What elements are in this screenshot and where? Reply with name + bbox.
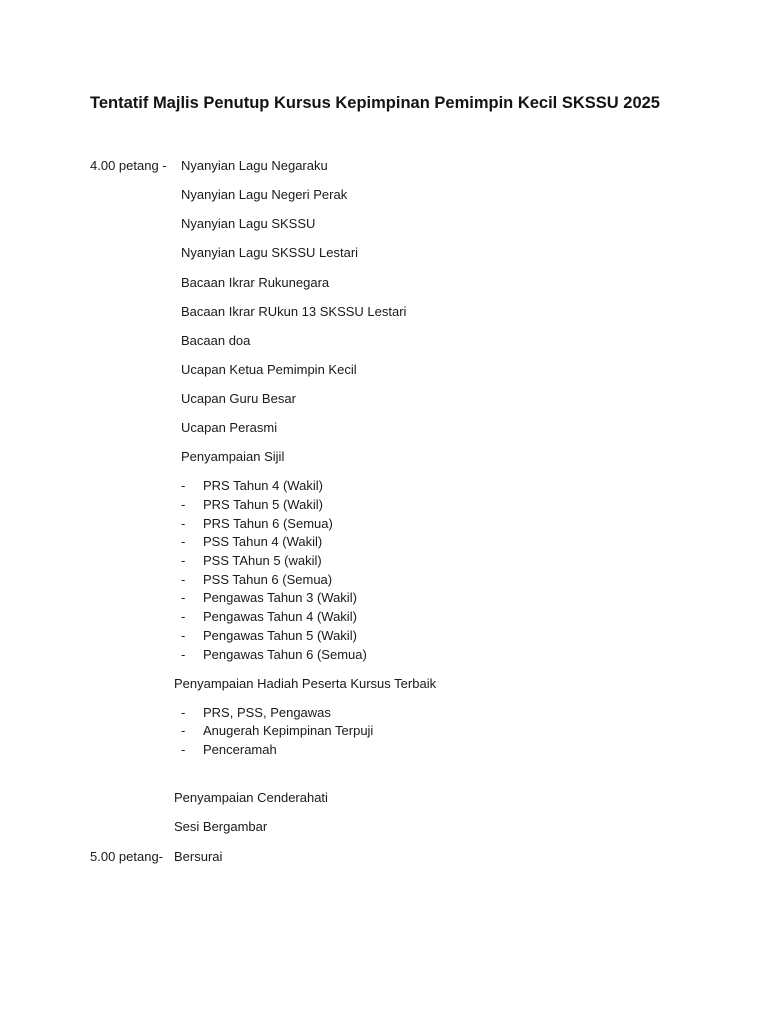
bersurai-item: Bersurai — [174, 849, 223, 864]
list-bullet: - — [181, 723, 186, 738]
list-bullet: - — [181, 628, 186, 643]
sijil-item: PSS Tahun 6 (Semua) — [203, 572, 333, 587]
list-bullet: - — [181, 497, 186, 512]
list-bullet: - — [181, 609, 186, 624]
program-item: Bacaan Ikrar RUkun 13 SKSSU Lestari — [181, 304, 407, 319]
hadiah-item: Penceramah — [203, 742, 277, 757]
cenderahati-item: Penyampaian Cenderahati — [174, 790, 328, 805]
program-item: Ucapan Guru Besar — [181, 391, 296, 406]
sijil-item: Pengawas Tahun 6 (Semua) — [203, 647, 367, 662]
sijil-item: PRS Tahun 6 (Semua) — [203, 516, 333, 531]
list-bullet: - — [181, 742, 186, 757]
list-bullet: - — [181, 590, 186, 605]
hadiah-item: PRS, PSS, Pengawas — [203, 705, 331, 720]
hadiah-heading: Penyampaian Hadiah Peserta Kursus Terbaik — [174, 676, 437, 691]
time-end: 5.00 petang- — [90, 849, 164, 864]
sijil-item: PRS Tahun 4 (Wakil) — [203, 478, 323, 493]
sijil-item: Pengawas Tahun 5 (Wakil) — [203, 628, 357, 643]
hadiah-item: Anugerah Kepimpinan Terpuji — [203, 723, 374, 738]
program-item: Nyanyian Lagu SKSSU — [181, 216, 316, 231]
program-item: Bacaan doa — [181, 333, 251, 348]
program-item: Ucapan Perasmi — [181, 420, 278, 435]
list-bullet: - — [181, 553, 186, 568]
list-bullet: - — [181, 534, 186, 549]
list-bullet: - — [181, 478, 186, 493]
sijil-item: PRS Tahun 5 (Wakil) — [203, 497, 323, 512]
list-bullet: - — [181, 572, 186, 587]
bergambar-item: Sesi Bergambar — [174, 819, 268, 834]
program-item: Bacaan Ikrar Rukunegara — [181, 275, 330, 290]
document-title: Tentatif Majlis Penutup Kursus Kepimpinan Pemimpin Kecil SKSSU 2025 — [90, 94, 660, 112]
list-bullet: - — [181, 647, 186, 662]
program-item: Nyanyian Lagu Negeri Perak — [181, 187, 348, 202]
sijil-item: Pengawas Tahun 4 (Wakil) — [203, 609, 357, 624]
sijil-item: PSS TAhun 5 (wakil) — [203, 553, 322, 568]
sijil-item: PSS Tahun 4 (Wakil) — [203, 534, 323, 549]
sijil-item: Pengawas Tahun 3 (Wakil) — [203, 590, 357, 605]
program-item: Nyanyian Lagu SKSSU Lestari — [181, 245, 359, 260]
program-item: Penyampaian Sijil — [181, 449, 285, 464]
list-bullet: - — [181, 705, 186, 720]
time-start: 4.00 petang - — [90, 158, 167, 173]
list-bullet: - — [181, 516, 186, 531]
program-item: Ucapan Ketua Pemimpin Kecil — [181, 362, 357, 377]
program-item: Nyanyian Lagu Negaraku — [181, 158, 328, 173]
